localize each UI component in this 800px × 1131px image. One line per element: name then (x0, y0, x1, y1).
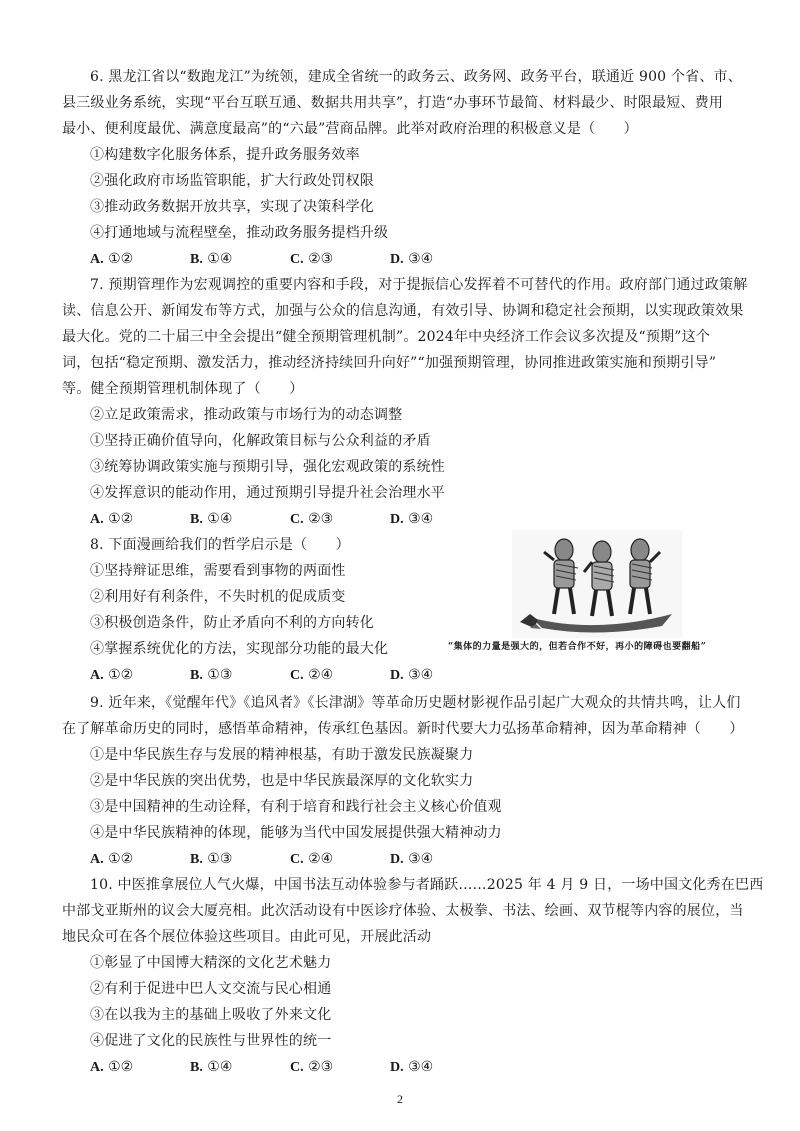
q6-option-2: ②强化政府市场监管职能，扩大行政处罚权限 (90, 173, 374, 189)
q10-option-3: ③在以我为主的基础上吸收了外来文化 (90, 1007, 332, 1023)
q6-option-1: ①构建数字化服务体系，提升政务服务效率 (90, 147, 360, 163)
q9-stem-line-2: 在了解革命历史的同时，感悟革命精神，传承红色基因。新时代要大力弘扬革命精神，因为革命精神（ ） (62, 721, 744, 737)
q10-choice-a-letter: A. (90, 1060, 104, 1075)
q10-option-2: ②有利于促进中巴人文交流与民心相通 (90, 981, 332, 997)
q7-stem-line-1: 7. 预期管理作为宏观调控的重要内容和手段，对于提振信心发挥着不可替代的作用。政府部门通过政策解 (90, 277, 748, 293)
q6-option-4: ④打通地域与流程壁垒，推动政务服务提档升级 (90, 225, 389, 241)
page-number: 2 (397, 1092, 403, 1106)
q6-option-3: ③推动政务数据开放共享，实现了决策科学化 (90, 199, 374, 215)
q10-choice-c-letter: C. (290, 1060, 304, 1075)
q6-choice-b-letter: B. (190, 252, 203, 267)
q10-choice-c: ②③ (308, 1059, 334, 1075)
q6-stem-line-1: 6. 黑龙江省以“数跑龙江”为统领，建成全省统一的政务云、政务网、政务平台，联通近 900 个省、市、 (90, 69, 742, 85)
q6-choice-c: ②③ (308, 251, 334, 267)
q8-choice-a-letter: A. (90, 668, 104, 683)
q9-stem-line-1: 9. 近年来，《觉醒年代》《追风者》《长津湖》等革命历史题材影视作品引起广大观众的共情共鸣，让人们 (90, 695, 741, 711)
q6-stem-line-3: 最小、便利度最优、满意度最高”的“六最”营商品牌。此举对政府治理的积极意义是（ ） (62, 121, 638, 137)
q7-choice-c: ②③ (308, 511, 334, 527)
q8-option-3: ③积极创造条件，防止矛盾向不利的方向转化 (90, 615, 374, 631)
q7-choice-a: ①② (108, 511, 134, 527)
q9-choice-b-letter: B. (190, 852, 203, 867)
q8-choice-b: ①③ (207, 667, 233, 683)
q10-choice-d-letter: D. (390, 1060, 404, 1075)
q9-choice-c-letter: C. (290, 852, 304, 867)
q9-option-2: ②是中华民族的突出优势，也是中华民族最深厚的文化软实力 (90, 773, 474, 789)
q10-choice-a: ①② (108, 1059, 134, 1075)
q6-stem-line-2: 县三级业务系统，实现“平台互联互通、数据共用共享”，打造“办事环节最简、材料最少、时限最短、费用 (62, 95, 724, 111)
q10-stem-line-2: 中部戈亚斯州的议会大厦亮相。此次活动设有中医诊疗体验、太极拳、书法、绘画、双节棍等内容的展位，当 (62, 903, 744, 919)
q7-option-3: ③统筹协调政策实施与预期引导，强化宏观政策的系统性 (90, 459, 445, 475)
q8-choice-a: ①② (108, 667, 134, 683)
q9-option-3: ③是中国精神的生动诠释，有利于培育和践行社会主义核心价值观 (90, 799, 502, 815)
q7-stem-line-3: 最大化。党的二十届三中全会提出“健全预期管理机制”。2024年中央经济工作会议多次提及“预期”这个 (62, 329, 711, 345)
q7-choice-d-letter: D. (390, 512, 404, 527)
q9-choice-b: ①③ (207, 851, 233, 867)
cartoon-image (512, 530, 682, 638)
q6-choice-a: ①② (108, 251, 134, 267)
q10-option-4: ④促进了文化的民族性与世界性的统一 (90, 1033, 332, 1049)
q10-choice-d: ③④ (408, 1059, 434, 1075)
q8-stem-line-1: 8. 下面漫画给我们的哲学启示是（ ） (90, 537, 350, 553)
q8-option-2: ②利用好有利条件，不失时机的促成质变 (90, 589, 346, 605)
q6-choice-c-letter: C. (290, 252, 304, 267)
q7-option-4: ④发挥意识的能动作用，通过预期引导提升社会治理水平 (90, 485, 445, 501)
q9-choice-c: ②④ (308, 851, 334, 867)
q10-stem-line-3: 地民众可在各个展位体验这些项目。由此可见，开展此活动 (62, 929, 432, 945)
q9-choice-d-letter: D. (390, 852, 404, 867)
q7-stem-line-2: 读、信息公开、新闻发布等方式，加强与公众的信息沟通，有效引导、协调和稳定社会预期，以实现政策效果 (62, 303, 744, 319)
q9-option-1: ①是中华民族生存与发展的精神根基，有助于激发民族凝聚力 (90, 747, 474, 763)
q8-choice-c-letter: C. (290, 668, 304, 683)
q6-choice-d-letter: D. (390, 252, 404, 267)
q7-option-2: ②立足政策需求，推动政策与市场行为的动态调整 (90, 407, 403, 423)
q8-choice-c: ②④ (308, 667, 334, 683)
q10-stem-line-1: 10. 中医推拿展位人气火爆，中国书法互动体验参与者踊跃……2025 年 4 月 9 日，一场中国文化秀在巴西 (90, 877, 764, 893)
q8-choice-b-letter: B. (190, 668, 203, 683)
q8-choice-d: ③④ (408, 667, 434, 683)
q8-option-1: ①坚持辩证思维，需要看到事物的两面性 (90, 563, 346, 579)
q9-choice-a: ①② (108, 851, 134, 867)
q7-choice-b: ①④ (207, 511, 233, 527)
q7-option-1: ①坚持正确价值导向，化解政策目标与公众利益的矛盾 (90, 433, 431, 449)
q6-choice-b: ①④ (207, 251, 233, 267)
q10-choice-b: ①④ (207, 1059, 233, 1075)
q7-choice-c-letter: C. (290, 512, 304, 527)
q10-choice-b-letter: B. (190, 1060, 203, 1075)
q6-choice-a-letter: A. (90, 252, 104, 267)
q7-choice-b-letter: B. (190, 512, 203, 527)
q9-option-4: ④是中华民族精神的体现，能够为当代中国发展提供强大精神动力 (90, 825, 502, 841)
q7-stem-line-5: 等。健全预期管理机制体现了（ ） (62, 381, 304, 397)
q10-option-1: ①彰显了中国博大精深的文化艺术魅力 (90, 955, 332, 971)
q7-stem-line-4: 词，包括“稳定预期、激发活力，推动经济持续回升向好”“加强预期管理，协同推进政策实施和预期引导” (62, 355, 717, 371)
cartoon-caption: “集体的力量是强大的，但若合作不好，再小的障碍也要翻船” (448, 642, 707, 652)
q7-choice-a-letter: A. (90, 512, 104, 527)
q9-choice-a-letter: A. (90, 852, 104, 867)
q8-option-4: ④掌握系统优化的方法，实现部分功能的最大化 (90, 641, 389, 657)
q9-choice-d: ③④ (408, 851, 434, 867)
q6-choice-d: ③④ (408, 251, 434, 267)
q7-choice-d: ③④ (408, 511, 434, 527)
q8-choice-d-letter: D. (390, 668, 404, 683)
